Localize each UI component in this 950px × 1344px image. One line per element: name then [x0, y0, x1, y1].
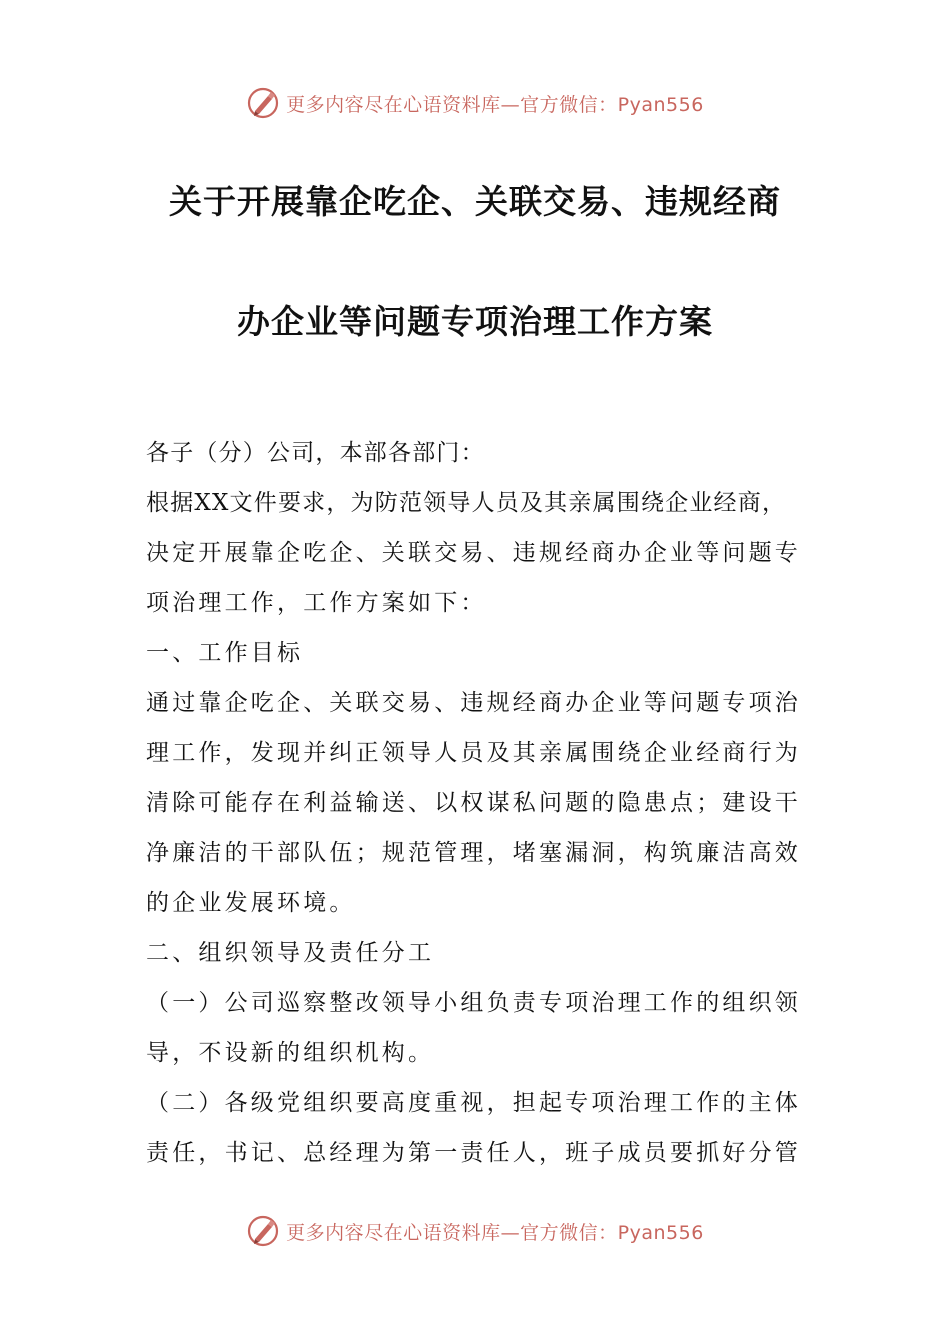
body-line: （一）公司巡察整改领导小组负责专项治理工作的组织领 [146, 990, 801, 1016]
section-heading: 二、组织领导及责任分工 [146, 940, 435, 966]
pen-logo-icon [246, 1214, 280, 1248]
watermark-handle: Pyan556 [617, 93, 704, 116]
document-title-line-1: 关于开展靠企吃企、关联交易、违规经商 [169, 182, 781, 221]
body-line: 决定开展靠企吃企、关联交易、违规经商办企业等问题专 [146, 540, 801, 566]
salutation: 各子（分）公司，本部各部门： [146, 440, 485, 466]
body-line: （二）各级党组织要高度重视，担起专项治理工作的主体 [146, 1090, 801, 1116]
document-title-line-2: 办企业等问题专项治理工作方案 [237, 302, 713, 341]
watermark-header [0, 83, 950, 123]
pen-logo-icon [246, 86, 280, 120]
body-line: 净廉洁的干部队伍；规范管理，堵塞漏洞，构筑廉洁高效 [146, 840, 801, 866]
watermark-text: 更多内容尽在心语资料库—官方微信：Pyan556 [286, 1221, 704, 1244]
watermark-footer [0, 1211, 950, 1251]
body-line: 通过靠企吃企、关联交易、违规经商办企业等问题专项治 [146, 690, 801, 716]
body-line: 根据XX文件要求，为防范领导人员及其亲属围绕企业经商， [146, 490, 787, 516]
document-body [146, 428, 810, 1178]
body-line: 清除可能存在利益输送、以权谋私问题的隐患点；建设干 [146, 790, 801, 816]
body-line: 导，不设新的组织机构。 [146, 1040, 435, 1066]
body-line: 的企业发展环境。 [146, 890, 356, 916]
watermark-handle: Pyan556 [617, 1221, 704, 1244]
body-line: 责任，书记、总经理为第一责任人，班子成员要抓好分管 [146, 1140, 801, 1166]
watermark-text: 更多内容尽在心语资料库—官方微信：Pyan556 [286, 93, 704, 116]
body-line: 项治理工作，工作方案如下： [146, 590, 487, 616]
body-line: 理工作，发现并纠正领导人员及其亲属围绕企业经商行为 [146, 740, 801, 766]
section-heading: 一、工作目标 [146, 640, 304, 666]
